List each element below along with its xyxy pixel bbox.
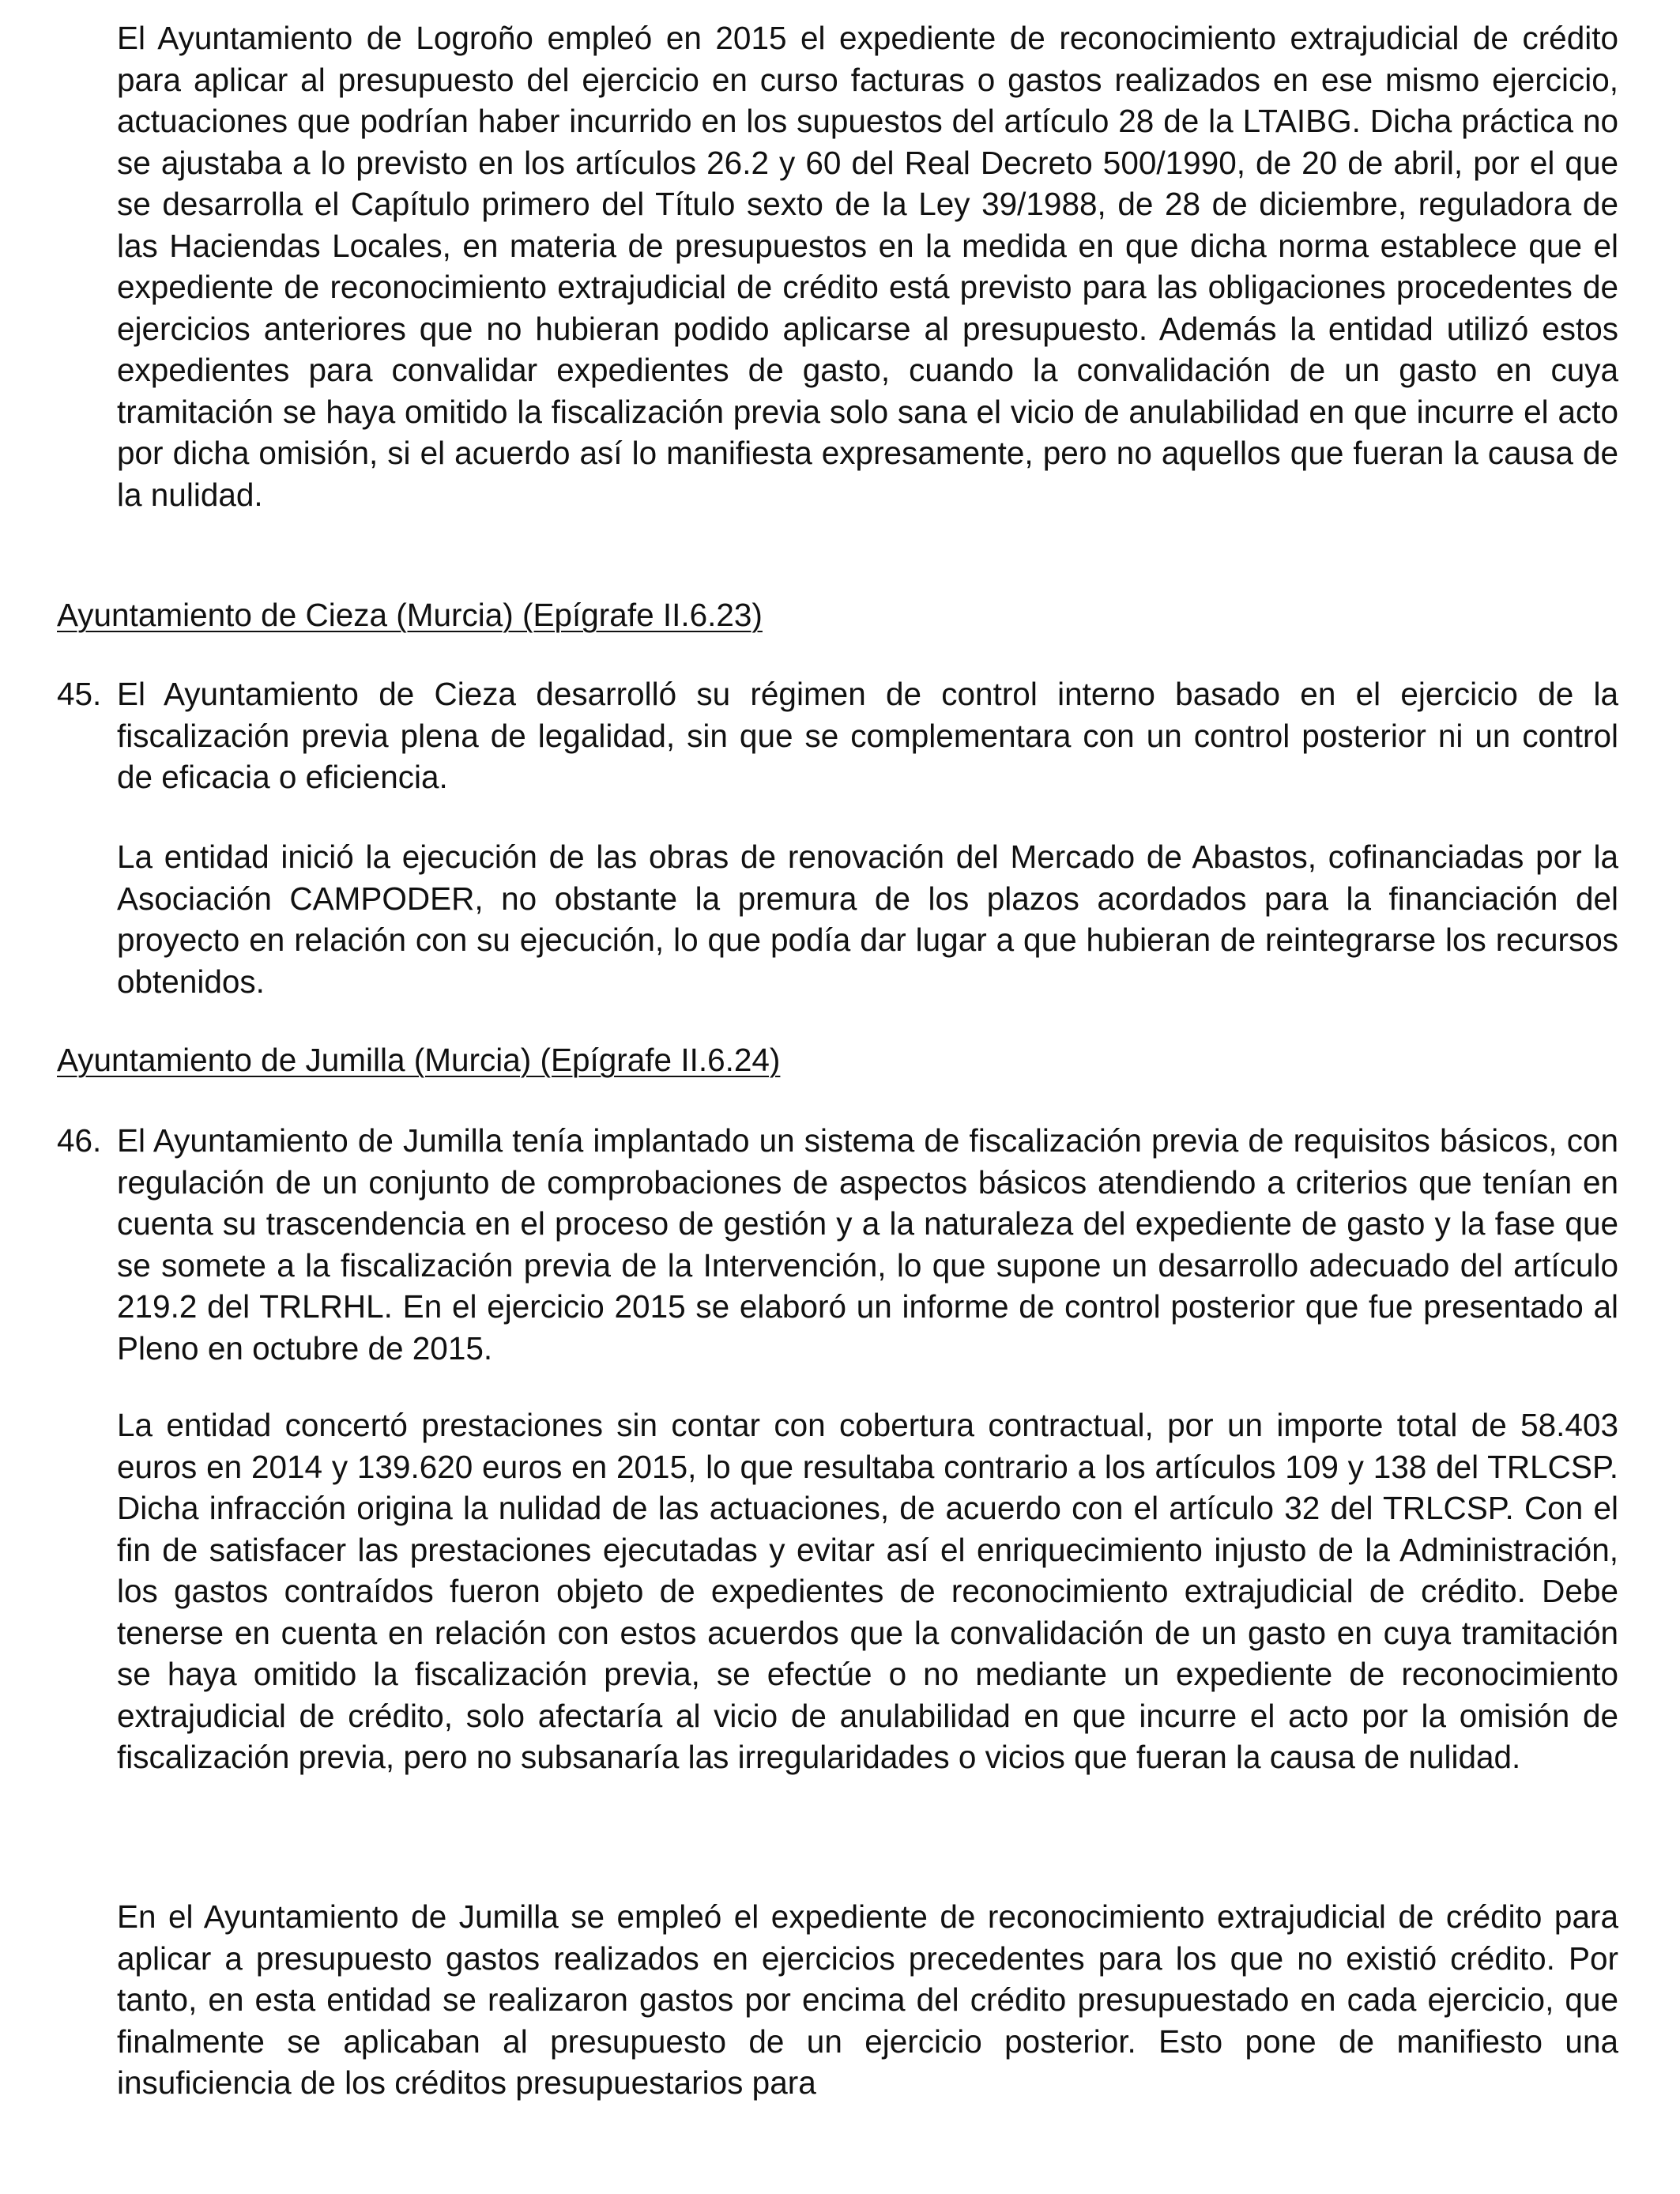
section-heading-jumilla: Ayuntamiento de Jumilla (Murcia) (Epígrafe II.6.24) (57, 1042, 781, 1078)
section-heading-cieza: Ayuntamiento de Cieza (Murcia) (Epígrafe II.6.23) (57, 597, 763, 633)
item-number-46: 46. (57, 1122, 102, 1159)
logrono-paragraph: El Ayuntamiento de Logroño empleó en 2015 el expediente de reconocimiento extrajudicial de crédito para aplicar al presupuesto del ejercicio en curso facturas o gastos realizados en ese mismo ejercicio, actuaciones que podrían haber incurrido en los supuestos del artículo 28 de la LTAIBG. Dicha práctica no se ajustaba a lo previsto en los artículos 26.2 y 60 del Real Decreto 500/1990, de 20 de abril, por el que se desarrolla el Capítulo primero del Título sexto de la Ley 39/1988, de 28 de diciembre, reguladora de las Haciendas Locales, en materia de presupuestos en la medida en que dicha norma establece que el expediente de reconocimiento extrajudicial de crédito está previsto para las obligaciones procedentes de ejercicios anteriores que no hubieran podido aplicarse al presupuesto. Además la entidad utilizó estos expedientes para convalidar expedientes de gasto, cuando la convalidación de un gasto en cuya tramitación se haya omitido la fiscalización previa solo sana el vicio de anulabilidad en que incurre el acto por dicha omisión, si el acuerdo así lo manifiesta expresamente, pero no aquellos que fueran la causa de la nulidad. (117, 20, 1618, 513)
item-number-45: 45. (57, 676, 102, 712)
cieza-paragraph-1: El Ayuntamiento de Cieza desarrolló su régimen de control interno basado en el ejercicio de la fiscalización previa plena de legalidad, sin que se complementara con un control posterior ni un control de eficacia o eficiencia. (117, 676, 1618, 795)
jumilla-paragraph-3: En el Ayuntamiento de Jumilla se empleó el expediente de reconocimiento extrajudicial de crédito para aplicar a presupuesto gastos realizados en ejercicios precedentes para los que no existió crédito. Por tanto, en esta entidad se realizaron gastos por encima del crédito presupuestado en cada ejercicio, que finalmente se aplicaban al presupuesto de un ejercicio posterior. Esto pone de manifiesto una insuficiencia de los créditos presupuestarios para (117, 1898, 1618, 2101)
cieza-paragraph-2: La entidad inició la ejecución de las obras de renovación del Mercado de Abastos, cofinanciadas por la Asociación CAMPODER, no obstante la premura de los plazos acordados para la financiación del proyecto en relación con su ejecución, lo que podía dar lugar a que hubieran de reintegrarse los recursos obtenidos. (117, 839, 1618, 1000)
jumilla-paragraph-1: El Ayuntamiento de Jumilla tenía implantado un sistema de fiscalización previa de requisitos básicos, con regulación de un conjunto de comprobaciones de aspectos básicos atendiendo a criterios que tenían en cuenta su trascendencia en el proceso de gestión y a la naturaleza del expediente de gasto y la fase que se somete a la fiscalización previa de la Intervención, lo que supone un desarrollo adecuado del artículo 219.2 del TRLRHL. En el ejercicio 2015 se elaboró un informe de control posterior que fue presentado al Pleno en octubre de 2015. (117, 1122, 1618, 1367)
jumilla-paragraph-2: La entidad concertó prestaciones sin contar con cobertura contractual, por un importe total de 58.403 euros en 2014 y 139.620 euros en 2015, lo que resultaba contrario a los artículos 109 y 138 del TRLCSP. Dicha infracción origina la nulidad de las actuaciones, de acuerdo con el artículo 32 del TRLCSP. Con el fin de satisfacer las prestaciones ejecutadas y evitar así el enriquecimiento injusto de la Administración, los gastos contraídos fueron objeto de expedientes de reconocimiento extrajudicial de crédito. Debe tenerse en cuenta en relación con estos acuerdos que la convalidación de un gasto en cuya tramitación se haya omitido la fiscalización previa, se efectúe o no mediante un expediente de reconocimiento extrajudicial de crédito, solo afectaría al vicio de anulabilidad en que incurre el acto por la omisión de fiscalización previa, pero no subsanaría las irregularidades o vicios que fueran la causa de nulidad. (117, 1407, 1618, 1775)
